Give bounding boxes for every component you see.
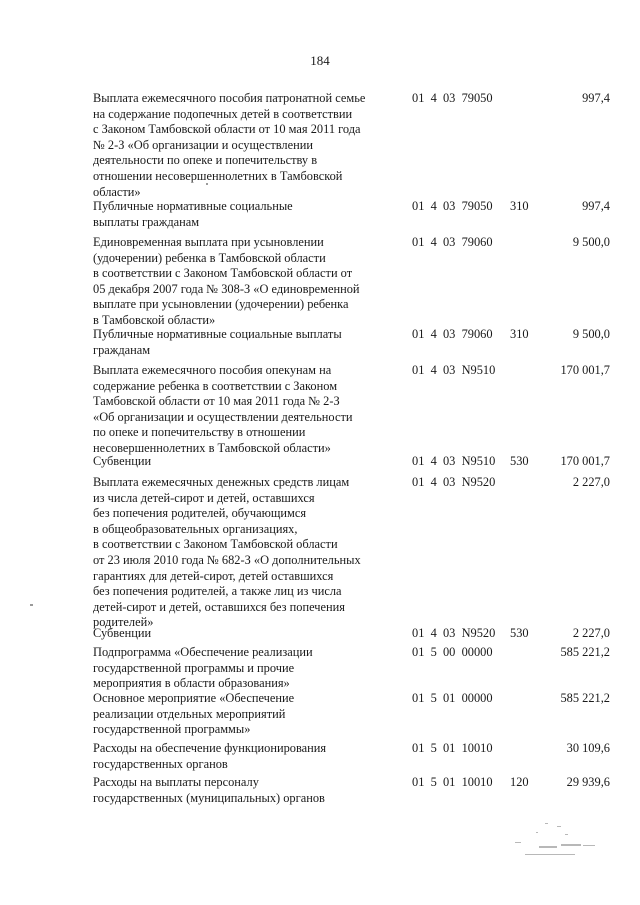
row-description: Выплата ежемесячного пособия патронатной семье на содержание подопечных детей в соответствии с Законом Тамбовской области от 10 мая 2011 года № 2-З «Об организации и осуществлении деятельности по опеке и попечительству в отношении несовершеннолетних в Тамбовской области» bbox=[93, 91, 366, 199]
row-classification-code: 01 4 03 79060 bbox=[412, 327, 493, 341]
row-amount: 997,4 bbox=[582, 199, 610, 213]
row-description: Субвенции bbox=[93, 626, 152, 640]
row-expense-type: 530 bbox=[510, 454, 529, 468]
row-description: Выплата ежемесячного пособия опекунам на содержание ребенка в соответствии с Законом Тамбовской области от 10 мая 2011 года № 2-З «Об организации и осуществлении деятельности по опеке и попечительству в отношении несовершеннолетних в Тамбовской области» bbox=[93, 363, 353, 455]
row-classification-code: 01 4 03 N9520 bbox=[412, 475, 496, 489]
scan-smudge bbox=[505, 820, 615, 860]
row-classification-code: 01 4 03 79050 bbox=[412, 91, 493, 105]
row-expense-type: 530 bbox=[510, 626, 529, 640]
row-classification-code: 01 5 01 10010 bbox=[412, 775, 493, 789]
page-number: 184 bbox=[310, 53, 330, 68]
row-amount: 30 109,6 bbox=[566, 741, 610, 755]
row-expense-type: 120 bbox=[510, 775, 529, 789]
row-amount: 9 500,0 bbox=[572, 235, 610, 249]
row-description: Расходы на обеспечение функционирования государственных органов bbox=[93, 741, 327, 771]
row-classification-code: 01 5 01 10010 bbox=[412, 741, 493, 755]
row-description: Субвенции bbox=[93, 454, 152, 468]
row-classification-code: 01 5 01 00000 bbox=[412, 691, 493, 705]
row-expense-type: 310 bbox=[510, 199, 529, 213]
row-amount: 2 227,0 bbox=[572, 626, 610, 640]
row-classification-code: 01 4 03 N9510 bbox=[412, 363, 496, 377]
row-amount: 997,4 bbox=[582, 91, 610, 105]
row-amount: 170 001,7 bbox=[560, 363, 610, 377]
row-amount: 585 221,2 bbox=[560, 645, 610, 659]
row-classification-code: 01 4 03 79050 bbox=[412, 199, 493, 213]
row-description: Подпрограмма «Обеспечение реализации государственной программы и прочие мероприятия в области образования» bbox=[93, 645, 313, 691]
row-amount: 2 227,0 bbox=[572, 475, 610, 489]
row-amount: 170 001,7 bbox=[560, 454, 610, 468]
row-amount: 29 939,6 bbox=[566, 775, 610, 789]
row-classification-code: 01 4 03 N9510 bbox=[412, 454, 496, 468]
scan-speck bbox=[30, 604, 33, 606]
row-description: Публичные нормативные социальные выплаты гражданам bbox=[93, 199, 293, 229]
row-description: Единовременная выплата при усыновлении (удочерении) ребенка в Тамбовской области в соответствии с Законом Тамбовской области от 05 декабря 2007 года № 308-З «О единовременной выплате при усыновлении (удочерении) ребенка в Тамбовской области» bbox=[93, 235, 360, 327]
scan-speck bbox=[206, 183, 208, 185]
row-description: Расходы на выплаты персоналу государственных (муниципальных) органов bbox=[93, 775, 325, 805]
row-description: Публичные нормативные социальные выплаты гражданам bbox=[93, 327, 342, 357]
row-classification-code: 01 4 03 79060 bbox=[412, 235, 493, 249]
row-description: Основное мероприятие «Обеспечение реализации отдельных мероприятий государственной программы» bbox=[93, 691, 295, 737]
row-classification-code: 01 4 03 N9520 bbox=[412, 626, 496, 640]
row-amount: 585 221,2 bbox=[560, 691, 610, 705]
row-classification-code: 01 5 00 00000 bbox=[412, 645, 493, 659]
row-amount: 9 500,0 bbox=[572, 327, 610, 341]
row-expense-type: 310 bbox=[510, 327, 529, 341]
row-description: Выплата ежемесячных денежных средств лицам из числа детей-сирот и детей, оставшихся без попечения родителей, обучающимся в общеобразовательных организациях, в соответствии с Законом Тамбовской области от 23 июля 2010 года № 682-З «О дополнительных гарантиях для детей-сирот, детей оставшихся без попечения родителей, а также лиц из числа детей-сирот и детей, оставшихся без попечения родителей» bbox=[93, 475, 361, 630]
